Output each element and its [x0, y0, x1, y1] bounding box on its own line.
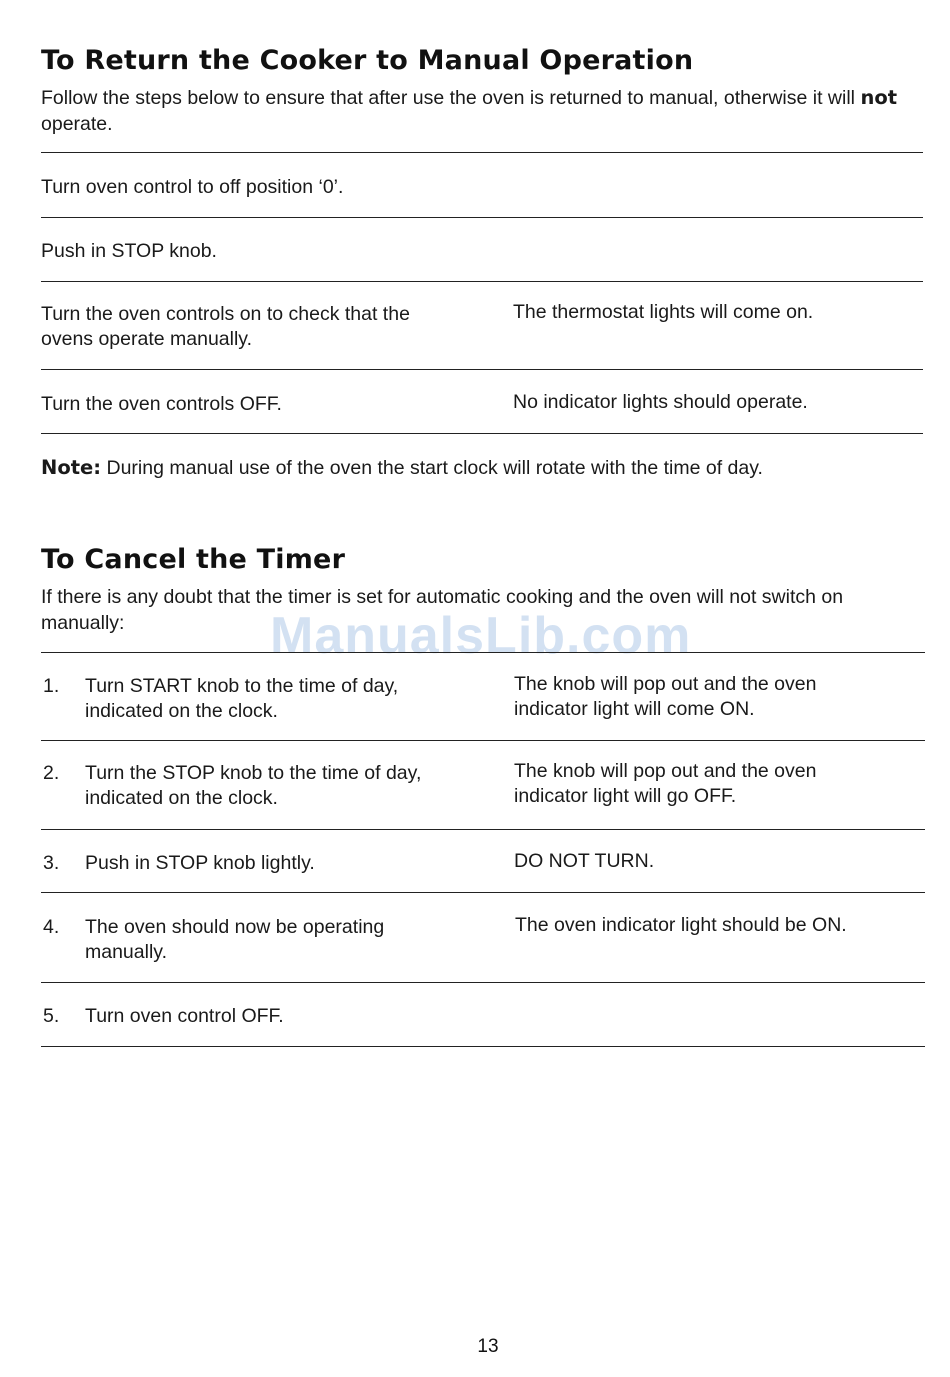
page-number: 13: [477, 1336, 499, 1357]
section1-intro-before: Follow the steps below to ensure that after use the oven is returned to manual, otherwise it will: [41, 87, 861, 109]
step-number: 1.: [43, 675, 60, 697]
divider: [41, 1046, 925, 1047]
watermark: ManualsLib.com: [270, 607, 692, 665]
step-result: The knob will pop out and the oven indicator light will come ON.: [514, 673, 817, 720]
step-result: The oven indicator light should be ON.: [515, 914, 847, 936]
section1-intro: [41, 85, 926, 137]
divider: [41, 652, 925, 653]
step-action: Turn the oven controls OFF.: [41, 393, 282, 415]
step-action: The oven should now be operating manually.: [85, 916, 385, 963]
step-number: 4.: [43, 916, 60, 938]
divider: [41, 740, 925, 741]
step-action: Turn START knob to the time of day, indicated on the clock.: [85, 675, 399, 722]
divider: [41, 829, 925, 830]
step-result: DO NOT TURN.: [514, 850, 655, 872]
note: [41, 455, 926, 481]
step-action: Turn oven control to off position ‘0’.: [41, 176, 344, 198]
divider: [41, 982, 925, 983]
divider: [41, 152, 923, 153]
divider: [41, 369, 923, 370]
section1-title: To Return the Cooker to Manual Operation: [41, 45, 694, 76]
step-number: 5.: [43, 1005, 60, 1027]
note-text: During manual use of the oven the start clock will rotate with the time of day.: [101, 457, 763, 479]
step-action: Turn the oven controls on to check that the ovens operate manually.: [41, 303, 410, 350]
step-result: No indicator lights should operate.: [513, 391, 808, 413]
note-label: Note:: [41, 456, 102, 479]
section1-intro-bold: not: [860, 86, 898, 109]
step-action: Turn the STOP knob to the time of day, indicated on the clock.: [85, 762, 422, 809]
divider: [41, 281, 923, 282]
step-result: The knob will pop out and the oven indicator light will go OFF.: [514, 760, 817, 807]
divider: [41, 892, 925, 893]
divider: [41, 217, 923, 218]
section2-title: To Cancel the Timer: [41, 544, 346, 575]
divider: [41, 433, 923, 434]
section1-intro-after: operate.: [41, 113, 113, 135]
step-action: Push in STOP knob lightly.: [85, 852, 315, 874]
section2-intro: If there is any doubt that the timer is set for automatic cooking and the oven will not switch on manually:: [41, 586, 844, 634]
step-action: Turn oven control OFF.: [85, 1005, 284, 1027]
step-action: Push in STOP knob.: [41, 240, 217, 262]
step-number: 2.: [43, 762, 60, 784]
step-result: The thermostat lights will come on.: [513, 301, 814, 323]
step-number: 3.: [43, 852, 60, 874]
